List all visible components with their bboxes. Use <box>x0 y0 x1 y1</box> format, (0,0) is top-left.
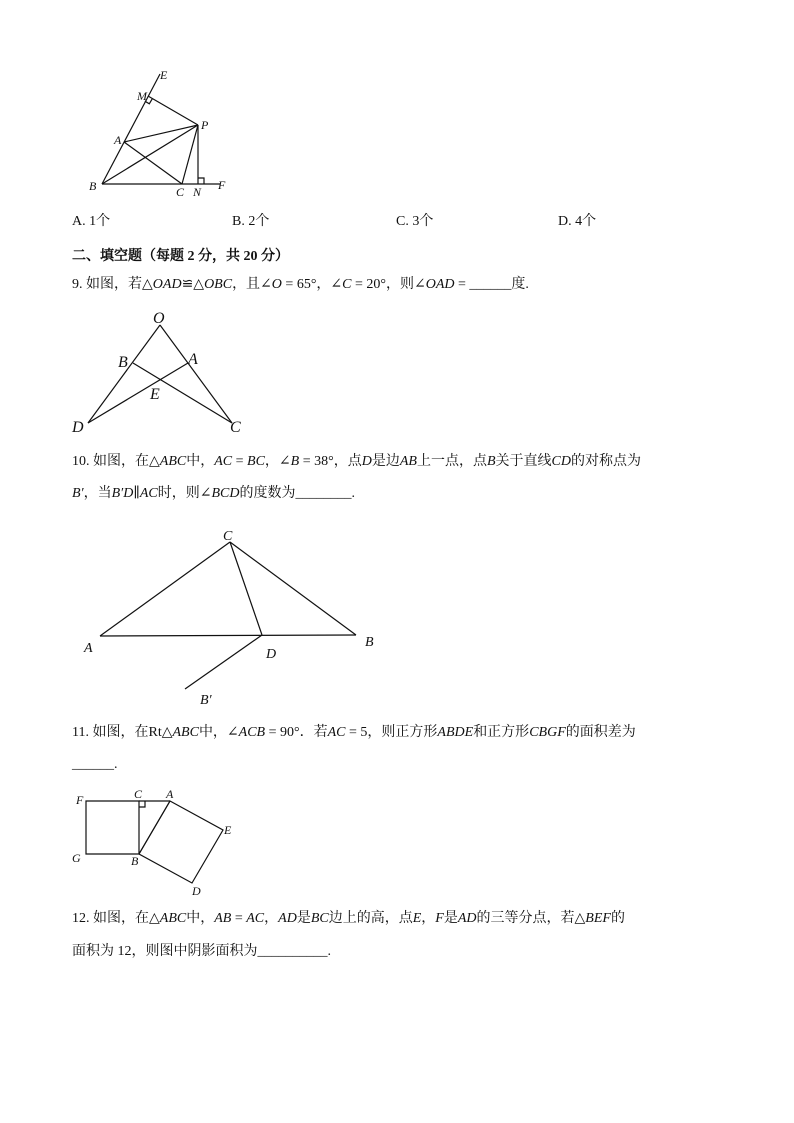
label-n: N <box>193 185 202 199</box>
label-b: B <box>365 635 374 650</box>
label-c: C <box>223 529 233 544</box>
label-m: M <box>137 89 147 103</box>
question-10-line-2: B′，当B′D∥AC时，则∠BCD的度数为________. <box>72 486 355 501</box>
label-a: A <box>166 787 174 801</box>
label-d: D <box>266 647 277 662</box>
right-angle-n <box>198 178 204 184</box>
line-ac <box>124 142 182 184</box>
label-d: D <box>72 419 84 436</box>
line-ap <box>124 125 198 142</box>
q9-answer-blank[interactable]: ______ <box>469 277 512 292</box>
label-a: A <box>188 351 198 368</box>
label-e: E <box>224 823 232 837</box>
label-g: G <box>72 851 81 865</box>
label-b: B <box>118 354 128 371</box>
label-e: E <box>160 68 168 82</box>
question-10-line-1: 10. 如图，在△ABC中，AC = BC，∠B = 38°，点D是边AB上一点，点B关于直线CD的对称点为 <box>72 454 641 469</box>
option-a: A. 1个 <box>72 214 111 229</box>
question-11-line-2: ______. <box>72 757 118 772</box>
square-abde <box>139 801 223 883</box>
q10-answer-blank[interactable]: ________ <box>295 486 352 501</box>
line-cb <box>230 542 356 635</box>
label-b-prime: B′ <box>200 693 212 708</box>
line-cd <box>230 542 262 635</box>
figure-q11 <box>66 782 246 898</box>
line-ad <box>88 363 188 423</box>
q11-answer-blank[interactable]: ______ <box>72 757 114 772</box>
question-11: 11. 如图，在Rt△ABC中，∠ACB = 90°．若AC = 5，则正方形ABDE和正方形CBGF的面积差为 <box>72 725 636 740</box>
question-12-line-2: 面积为 12，则图中阴影面积为__________. <box>72 944 331 959</box>
right-angle-c <box>139 801 145 807</box>
label-d: D <box>192 884 201 898</box>
label-o: O <box>153 310 165 327</box>
line-ac <box>100 542 230 636</box>
label-c: C <box>230 419 241 436</box>
label-c: C <box>176 185 185 199</box>
label-f: F <box>76 793 84 807</box>
label-p: P <box>201 118 209 132</box>
line-mp <box>148 96 198 125</box>
figure-q9 <box>66 305 256 440</box>
figure-q10 <box>75 522 395 712</box>
label-a: A <box>114 133 122 147</box>
line-od <box>88 325 160 423</box>
line-db-prime <box>185 635 262 689</box>
option-c: C. 3个 <box>396 214 434 229</box>
q11-number: 11. <box>72 725 89 740</box>
q9-number: 9. <box>72 277 83 292</box>
figure-q8 <box>80 62 240 202</box>
line-be <box>102 74 160 184</box>
square-cbgf <box>86 801 139 854</box>
question-9: 9. 如图，若△OAD≌△OBC，且∠O = 65°，∠C = 20°，则∠OAD = ______度. <box>72 277 529 292</box>
label-c: C <box>134 787 143 801</box>
line-ab <box>100 635 356 636</box>
label-b: B <box>131 854 139 868</box>
section-2-title: 二、填空题（每题 2 分，共 20 分） <box>72 249 289 264</box>
q12-answer-blank[interactable]: __________ <box>257 944 328 959</box>
label-b: B <box>89 179 97 193</box>
option-b: B. 2个 <box>232 214 270 229</box>
label-a: A <box>84 641 93 656</box>
label-f: F <box>218 178 226 192</box>
q12-number: 12. <box>72 911 90 926</box>
option-d: D. 4个 <box>558 214 597 229</box>
line-bc <box>133 363 232 423</box>
label-e: E <box>150 386 160 403</box>
q10-number: 10. <box>72 454 90 469</box>
question-12-line-1: 12. 如图，在△ABC中，AB = AC，AD是BC边上的高，点E，F是AD的三等分点，若△BEF的 <box>72 911 625 926</box>
